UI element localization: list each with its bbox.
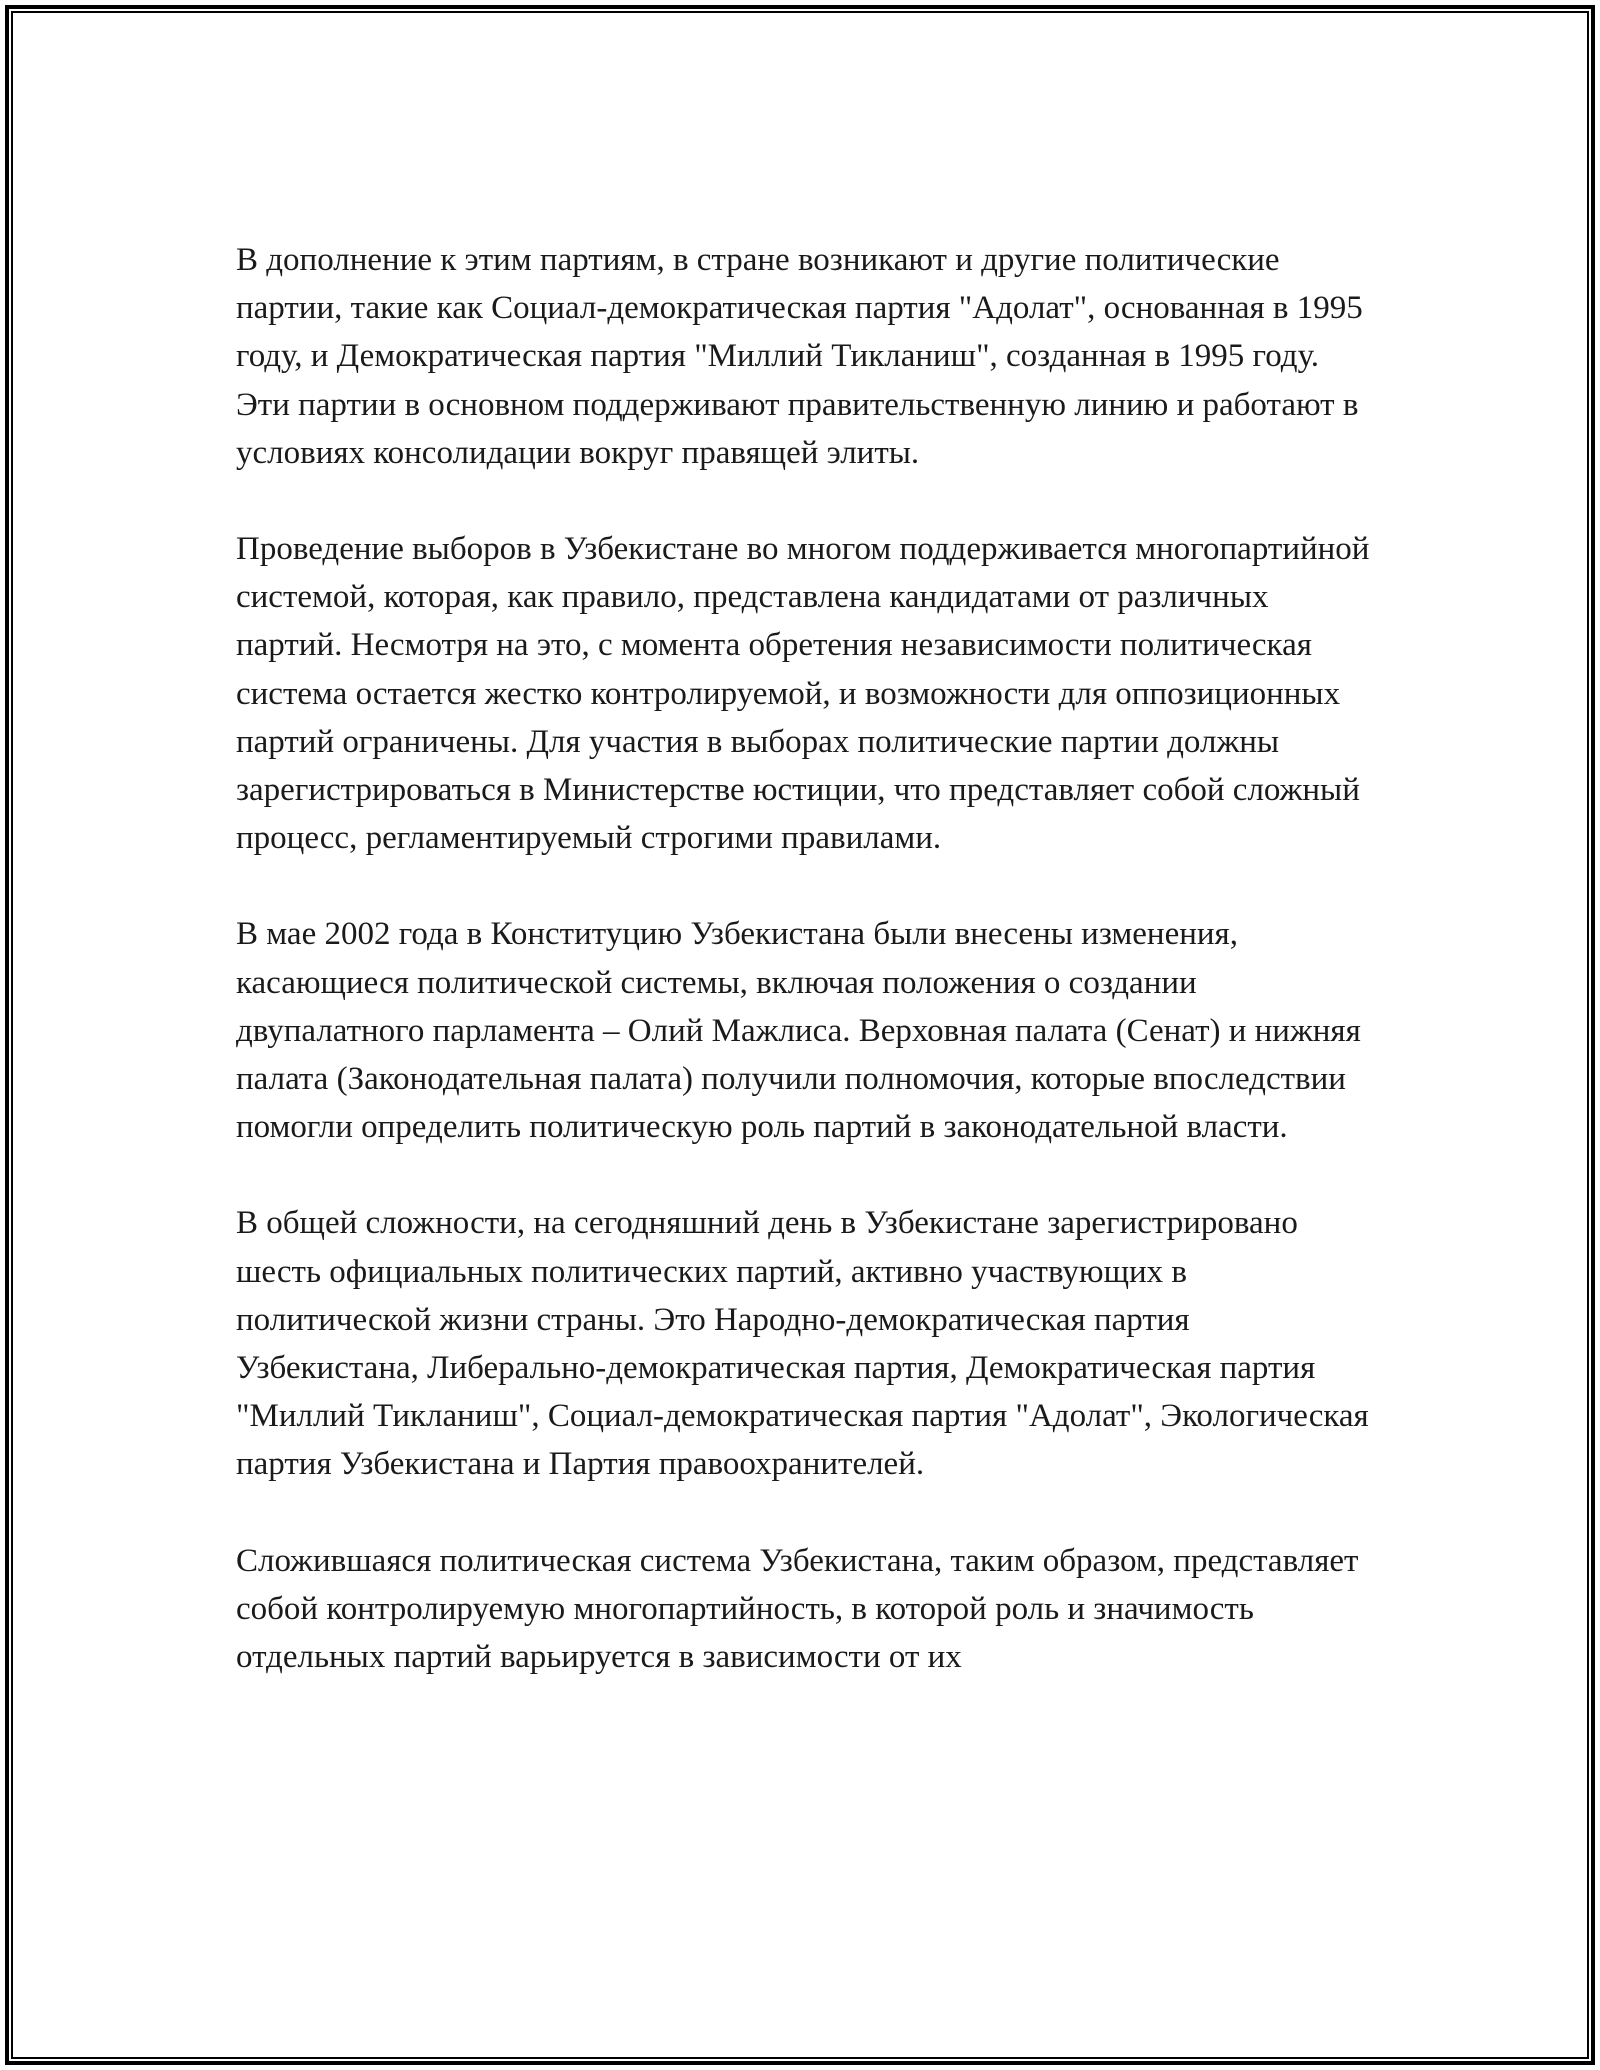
document-body (236, 236, 1371, 1729)
paragraph-3: В мае 2002 года в Конституцию Узбекистана были внесены изменения, касающиеся политической системы, включая положения о создании двупалатного парламента – Олий Мажлиса. Верховная палата (Сенат) и нижняя палата (Законодательная палата) получили полномочия, которые впоследствии помогли определить политическую роль партий в законодательной власти. (236, 916, 1361, 1146)
paragraph-2: Проведение выборов в Узбекистане во многом поддерживается многопартийной системой, которая, как правило, представлена кандидатами от различных партий. Несмотря на это, с момента обретения независимости политическая система остается жестко контролируемой, и возможности для оппозиционных партий ограничены. Для участия в выборах политические партии должны зарегистрироваться в Министерстве юстиции, что представляет собой сложный процесс, регламентируемый строгими правилами. (236, 531, 1370, 857)
paragraph-1: В дополнение к этим партиям, в стране возникают и другие политические партии, такие как Социал-демократическая партия "Адолат", основанная в 1995 году, и Демократическая партия "Миллий Тикланиш", созданная в 1995 году. Эти партии в основном поддерживают правительственную линию и работают в условиях консолидации вокруг правящей элиты. (236, 242, 1363, 471)
paragraph-5: Сложившаяся политическая система Узбекистана, таким образом, представляет собой контролируемую многопартийность, в которой роль и значимость отдельных партий варьируется в зависимости от их (236, 1542, 1359, 1676)
paragraph-4: В общей сложности, на сегодняшний день в Узбекистане зарегистрировано шесть официальных политических партий, активно участвующих в политической жизни страны. Это Народно-демократическая партия Узбекистана, Либерально-демократическая партия, Демократическая партия "Миллий Тикланиш", Социал-демократическая партия "Адолат", Экологическая партия Узбекистана и Партия правоохранителей. (236, 1205, 1369, 1483)
